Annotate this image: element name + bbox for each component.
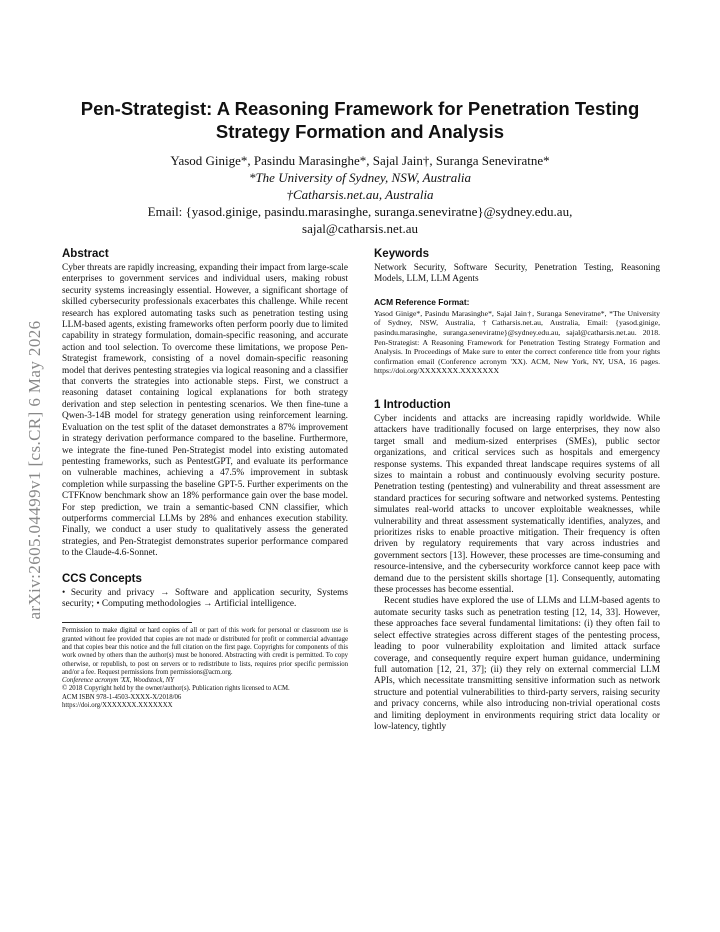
ccs-section [62, 572, 348, 611]
affiliation-2: †Catharsis.net.au, Australia [286, 187, 434, 202]
author-emails: Email: {yasod.ginige, pasindu.marasinghe, suranga.seneviratne}@sydney.edu.au, [147, 204, 573, 219]
author-names: Yasod Ginige*, Pasindu Marasinghe*, Sajal Jain†, Suranga Seneviratne* [170, 153, 550, 168]
acm-reference-section [374, 297, 660, 376]
abstract-section [62, 247, 348, 560]
paper-title: Pen-Strategist: A Reasoning Framework for Penetration Testing Strategy Formation and Analysis [80, 98, 640, 142]
acm-reference-text: Yasod Ginige*, Pasindu Marasinghe*, Sajal Jain†, Suranga Seneviratne*, *The University of Sydney, NSW, Australia, †Catharsis.net.au, Australia, Email: {yasod.ginige, pasindu.marasinghe, suranga.seneviratne}@sydney.edu.au, sajal@catharsis.net.au. 2018. Pen-Strategist: A Reasoning Framework for Penetration Testing Strategy Formation and Analysis. In Proceedings of Make sure to enter the correct conference title from your rights confirmation email (Conference acronym 'XX). ACM, New York, NY, USA, 16 pages. https://doi.org/XXXXXXX.XXXXXXX [374, 308, 660, 376]
arxiv-identifier [22, 260, 48, 680]
right-column [374, 247, 660, 733]
left-column [62, 247, 348, 710]
copyright-line: © 2018 Copyright held by the owner/author(s). Publication rights licensed to ACM. [62, 685, 290, 693]
conference-line: Conference acronym 'XX, Woodstock, NY [62, 677, 175, 685]
ccs-text: • Security and privacy → Software and application security, Systems security; • Computing methodologies → Artificial intelligence. [62, 587, 348, 609]
paper-header [60, 97, 660, 237]
affiliation-1: *The University of Sydney, NSW, Australia [248, 170, 472, 185]
acm-reference-heading: ACM Reference Format: [374, 296, 470, 307]
abstract-text: Cyber threats are rapidly increasing, expanding their impact from large-scale enterprises to government services and individual users, making robust security systems increasingly essential. However, a significant shortage of skilled cybersecurity professionals exacerbates this challenge. While recent research has explored automating tasks such as penetration testing using LLM-based agents, existing frameworks often perform poorly due to limited capability in strategy formulation, domain-specific reasoning, and accurate action and tool selection. To overcome these limitations, we propose Pen-Strategist framework, consisting of a novel domain-specific reasoning model that derives pentesting strategies via logical reasoning and a classifier that converts the strategies into actionable steps. First, we construct a reasoning dataset containing logical explanations for both strategy derivation and step selection in pentesting scenarios. We then fine-tune a Qwen-3-14B model for strategy generation using reinforcement learning. Evaluation on the test split of the dataset demonstrates a 87% improvement in strategy derivation performance compared to the baseline. Furthermore, we integrate the fine-tuned Pen-Strategist model into existing automated pentesting frameworks, such as PentestGPT, and evaluate its performance on vulnerable machines, achieving a 47.5% improvement in subtask completion while surpassing the baseline GPT-5. Further experiments on the CTFKnow benchmark show an 18% performance gain over the base model. For step prediction, we train a semantic-based CNN classifier, which outperforms commercial LLMs by 28% and enhances execution stability. Finally, we conduct a user study to qualitatively assess the generated strategies, and Pen-Strategist demonstrates superior performance compared to the Claude-4.6-Sonnet. [62, 263, 348, 559]
intro-paragraph-1: Cyber incidents and attacks are increasing rapidly worldwide. While attackers have traditionally focused on large enterprises, they now also target small and medium-sized enterprises (SMEs), public sector organizations, and critical services such as hospitals and emergency response systems. This expanded threat landscape requires systems of all sizes to maintain a robust and continuously evolving security posture. Penetration testing (pentesting) and vulnerability and threat assessment are standard practices for securing software and networked systems. Pentesting simulates real-world attacks to uncover exploitable weaknesses, while vulnerability and threat assessment systematically identifies, analyzes, and prioritizes risks to enable proactive mitigation. Their frequency is often driven by regulatory requirements that vary across industries and government sectors [13]. However, these processes are time-consuming and resource-intensive, and the cybersecurity workforce cannot keep pace with demand due to the persistent skills shortage [1]. Consequently, automating these processes has become essential. [374, 413, 660, 596]
intro-paragraph-2: Recent studies have explored the use of LLMs and LLM-based agents to automate security tasks such as penetration testing [12, 14, 33]. However, these approaches face several fundamental limitations: (i) they often fail to select effective strategies across different stages of the pentesting process, leading to poor vulnerability exploitation and limited attack surface coverage, and consequently require expert human guidance, undermining full automation [12, 21, 37]; (ii) they rely on external commercial LLM APIs, which necessitate transmitting sensitive information such as network structure and potential vulnerabilities to third-party servers, raising security and privacy concerns, while also introducing non-trivial operational costs and limiting deployment in environments requiring strict data locality or low-latency, tightly [374, 596, 660, 732]
introduction-section [374, 398, 660, 733]
introduction-heading: 1 Introduction [374, 398, 451, 411]
keywords-text: Network Security, Software Security, Penetration Testing, Reasoning Models, LLM, LLM Agents [374, 263, 660, 285]
footnote-rule [62, 622, 192, 623]
keywords-section [374, 247, 660, 286]
ccs-heading: CCS Concepts [62, 572, 142, 585]
author-block [60, 152, 660, 237]
permission-block [62, 627, 348, 710]
author-email-2: sajal@catharsis.net.au [302, 221, 418, 236]
abstract-heading: Abstract [62, 248, 109, 260]
permission-text: Permission to make digital or hard copies of all or part of this work for personal or classroom use is granted without fee provided that copies are not made or distributed for profit or commercial advantage and that copies bear this notice and the full citation on the first page. Copyrights for components of this work owned by others than the author(s) must be honored. Abstracting with credit is permitted. To copy otherwise, or republish, to post on servers or to redistribute to lists, requires prior specific permission and/or a fee. Request permissions from permissions@acm.org. [62, 627, 348, 676]
doi-line[interactable]: https://doi.org/XXXXXXX.XXXXXXX [62, 702, 173, 710]
keywords-heading: Keywords [374, 248, 429, 260]
arxiv-id-text: arXiv:2605.04499v1 [cs.CR] 6 May 2026 [25, 320, 44, 620]
isbn-line: ACM ISBN 978-1-4503-XXXX-X/2018/06 [62, 693, 182, 701]
